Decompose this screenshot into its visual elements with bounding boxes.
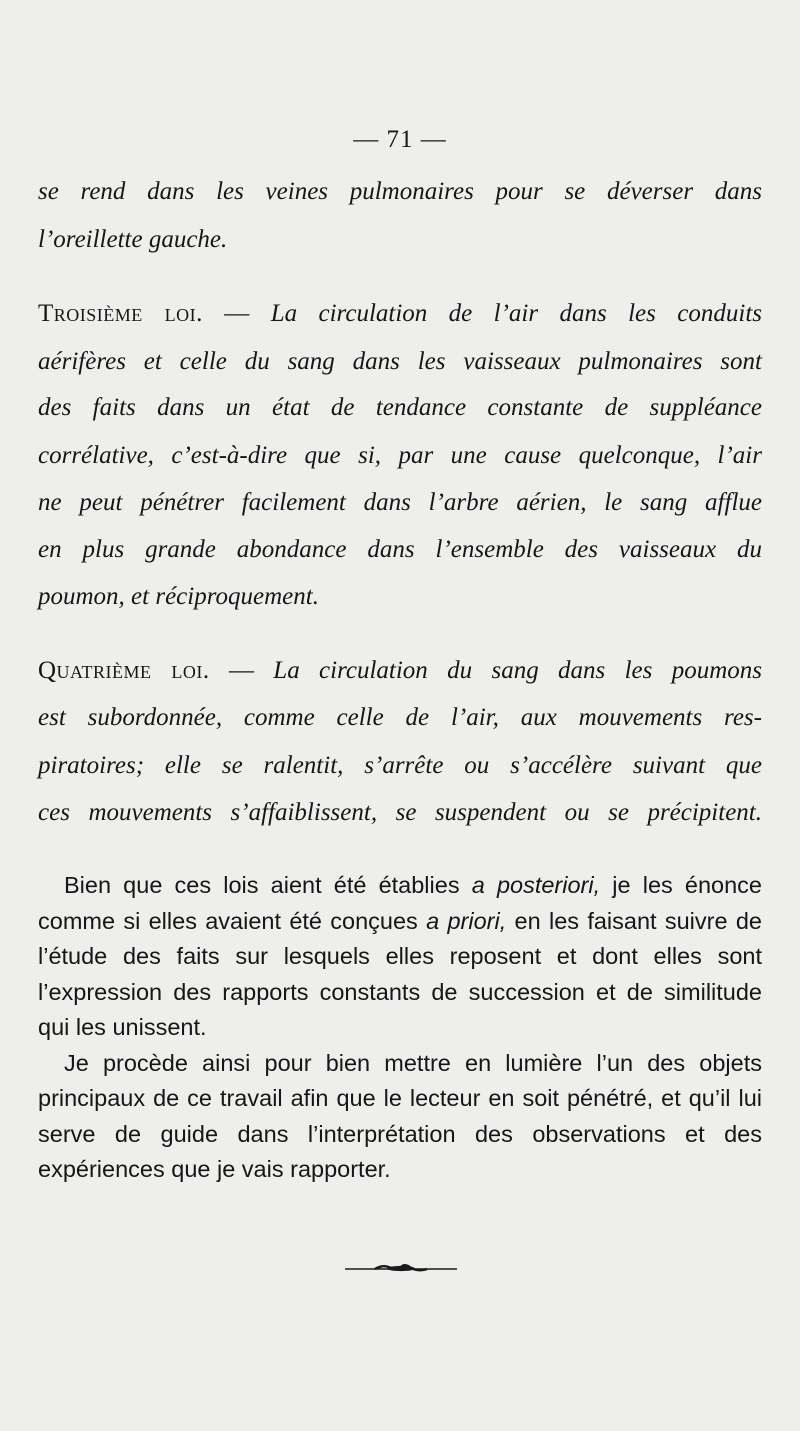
law4-heading: Quatrième loi. xyxy=(38,657,210,684)
law3-line-1 xyxy=(38,300,762,328)
law3-text-1: La circulation de l’air dans les conduits xyxy=(270,300,762,327)
p1-text-3: en les faisant suivre de l’étude des faits sur lesquels elles reposent et dont elles sont l’expression des rapports constants de succession et de similitude qui les unissent. xyxy=(38,907,762,1040)
intro-line-1: se rend dans les veines pulmonaires pour se déverser dans xyxy=(38,178,762,205)
law4-text-1: La circulation du sang dans les poumons xyxy=(273,657,762,684)
law3-line-5: ne peut pénétrer facilement dans l’arbre aérien, le sang afflue xyxy=(38,489,762,516)
body-text xyxy=(38,868,762,1188)
law3-line-7: poumon, et réciproquement. xyxy=(38,583,319,610)
p1-text-2: je les énonce comme si elles avaient été conçues xyxy=(38,872,763,934)
law3-line-3: des faits dans un état de tendance constante de suppléance xyxy=(38,394,762,421)
intro-line-2: l’oreillette gauche. xyxy=(38,226,228,253)
law4-line-1 xyxy=(38,657,762,685)
p1-emphasis-1: a posteriori, xyxy=(471,872,601,898)
law3-dash: — xyxy=(202,300,271,327)
law4-line-2: est subordonnée, comme celle de l’air, aux mouvements res- xyxy=(38,704,762,731)
law3-heading: Troisième loi. xyxy=(38,300,203,327)
p1-emphasis-2: a priori, xyxy=(426,907,507,934)
law3-line-4: corrélative, c’est-à-dire que si, par une cause quelconque, l’air xyxy=(38,442,762,469)
law3-line-6: en plus grande abondance dans l’ensemble des vaisseaux du xyxy=(38,536,762,563)
law4-line-3: piratoires; elle se ralentit, s’arrête ou s’accélère suivant que xyxy=(38,752,762,779)
end-ornament xyxy=(345,1262,457,1274)
law4-line-4: ces mouvements s’affaiblissent, se suspendent ou se précipitent. xyxy=(38,799,762,826)
law4-dash: — xyxy=(209,657,274,684)
page-number: — 71 — xyxy=(353,126,447,153)
p1-text-1: Bien que ces lois aient été établies xyxy=(64,872,472,898)
law3-line-2: aérifères et celle du sang dans les vaisseaux pulmonaires sont xyxy=(38,348,762,375)
paragraph-2: Je procède ainsi pour bien mettre en lumière l’un des objets principaux de ce travail afin que le lecteur en soit pénétré, et qu’il lui serve de guide dans l’interprétation des observations et des expériences que je vais rapporter. xyxy=(38,1049,762,1182)
paragraph-1 xyxy=(38,868,762,1046)
